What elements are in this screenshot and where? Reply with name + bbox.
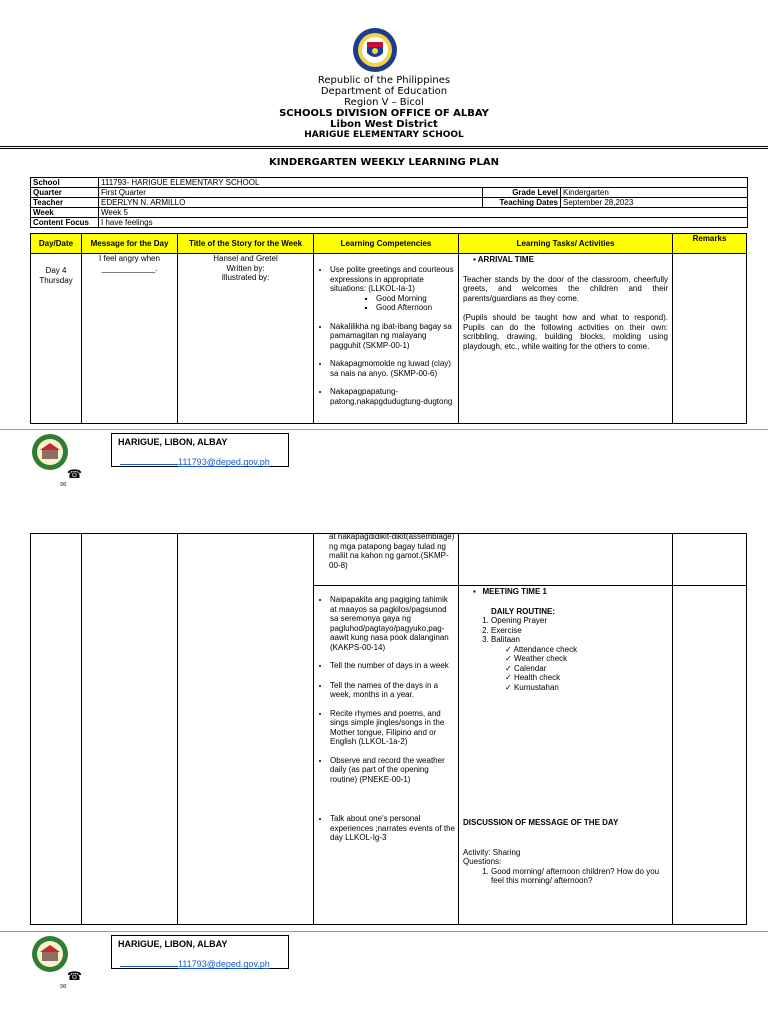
competency-item: • Talk about one's personal experiences ;narrates events of the day LLKOL-Ig-3 <box>330 814 455 843</box>
day-weekday: Thursday <box>39 275 73 285</box>
competency-item: • Tell the names of the days in a week, months in a year. <box>330 681 455 700</box>
story-illustrated-by: Illustrated by: <box>221 273 270 282</box>
footer-contact-box <box>111 935 289 969</box>
routine-check-item: ✓ Weather check <box>505 654 668 664</box>
tasks-cell-2 <box>458 585 673 925</box>
competency-item: • Nakalilikha ng ibat-ibang bagay sa pamamagitan ng malayang pagguhit (SKMP-00-1) <box>330 322 455 351</box>
day-number: Day 4 <box>45 266 67 275</box>
footer-address: HARIGUE, LIBON, ALBAY <box>118 939 228 949</box>
header-region: Region V – Bicol <box>344 97 424 108</box>
competency-item: • Observe and record the weather daily (as part of the opening routine) (PNEKE-00-1) <box>330 756 455 785</box>
message-cell-cont <box>81 533 178 925</box>
questions-label: Questions: <box>463 857 502 866</box>
school-label: School <box>31 178 99 188</box>
routine-item: 3. Balitaan <box>491 635 668 645</box>
routine-check-item: ✓ Health check <box>505 673 668 683</box>
grade-value: Kindergarten <box>561 188 748 198</box>
svg-text:☎: ☎ <box>67 969 82 983</box>
footer-email-link[interactable]: 111793@deped.gov.ph <box>120 959 270 969</box>
routine-item: 1. Opening Prayer <box>491 616 668 626</box>
story-cell <box>177 253 314 424</box>
tasks-cell <box>458 253 673 424</box>
competency-item: • Naipapakita ang pagiging tahimik at maayos sa pagkilos/pagsunod sa seremonya gaya ng pagluhod/pagtayo/pagyuko,pag-aawit kung nasa pook dalanginan (KAKPS-00-14) <box>330 595 455 652</box>
competency-item: • Use polite greetings and courteous expressions in appropriate situations: (LLKOL-Ia-1) ▪ Good Morning ▪ Good Afternoon <box>330 265 455 313</box>
dates-label: Teaching Dates <box>483 198 561 208</box>
message-line1: I feel angry when <box>99 254 160 263</box>
arrival-paragraph: Teacher stands by the door of the classroom, cheerfully greets, and welcomes the children and their parents/guardians as they come. <box>463 274 668 303</box>
story-title: Hansel and Gretel <box>213 254 278 263</box>
story-cell-cont <box>177 533 314 925</box>
discussion-heading: DISCUSSION OF MESSAGE OF THE DAY <box>463 818 619 827</box>
harigue-school-logo-icon <box>30 934 82 991</box>
routine-check-item: ✓ Kumustahan <box>505 683 668 693</box>
remarks-cont-top <box>672 533 747 586</box>
quarter-label: Quarter <box>31 188 99 198</box>
message-line2: ____________. <box>101 263 158 273</box>
competency-continued: at nakapagdidikit-dikit(assemblage) ng mga patapong bagay tulad ng maliit na kahon ng gamot.(SKMP-00-8) <box>329 532 455 570</box>
competency-item: • Nakapagmomolde ng luwad (clay) sa nais na anyo. (SKMP-00-6) <box>330 359 455 378</box>
routine-item: 2. Exercise <box>491 626 668 636</box>
routine-check-item: ✓ Calendar <box>505 664 668 674</box>
competencies-cell <box>313 253 459 424</box>
grade-label: Grade Level <box>483 188 561 198</box>
competency-subitem: ▪ Good Morning <box>376 294 455 304</box>
remarks-cell <box>672 253 747 424</box>
col-header-tasks: Learning Tasks/ Activities <box>458 233 673 254</box>
dates-value: September 28,2023 <box>561 198 748 208</box>
week-value: Week 5 <box>99 208 748 218</box>
arrival-time-heading: ▪ ARRIVAL TIME <box>473 255 534 264</box>
header-division: SCHOOLS DIVISION OFFICE OF ALBAY <box>279 108 489 119</box>
focus-label: Content Focus <box>31 218 99 228</box>
quarter-value: First Quarter <box>99 188 483 198</box>
pupils-paragraph: (Pupils should be taught how and what to respond). Pupils can do the following activities on their own: scribbling, drawing, building blocks, molding using playdough, etc., while waiting for the others to come. <box>463 313 668 351</box>
col-header-message: Message for the Day <box>81 233 178 254</box>
col-header-story: Title of the Story for the Week <box>177 233 314 254</box>
tasks-cont-top <box>458 533 673 586</box>
header-school: HARIGUE ELEMENTARY SCHOOL <box>304 130 464 140</box>
competency-item: • Recite rhymes and poems, and sings simple jingles/songs in the Mother tongue, Filipino and or English (LLKOL-1a-2) <box>330 709 455 747</box>
header-department: Department of Education <box>320 86 448 97</box>
teacher-label: Teacher <box>31 198 99 208</box>
day-cell-cont <box>30 533 82 925</box>
competency-item: • Nakapagpapatung-patong,nakapgdudugtung-dugtong <box>330 387 455 406</box>
svg-text:☎: ☎ <box>67 467 82 481</box>
focus-value: I have feelings <box>99 218 748 228</box>
question-item: 1. Good morning/ afternoon children? How do you feel this morning/ afternoon? <box>491 867 668 886</box>
day-cell <box>30 253 82 424</box>
competencies-cont-top <box>313 533 459 586</box>
week-label: Week <box>31 208 99 218</box>
svg-text:✉: ✉ <box>60 982 67 991</box>
daily-routine-heading: DAILY ROUTINE: <box>491 606 556 616</box>
activity-line: Activity: Sharing <box>463 847 521 857</box>
col-header-day: Day/Date <box>30 233 82 254</box>
teacher-value: EDERLYN N. ARMILLO <box>99 198 483 208</box>
footer-address: HARIGUE, LIBON, ALBAY <box>118 437 228 447</box>
meeting-time-heading: ▪ MEETING TIME 1 <box>473 587 547 596</box>
col-header-competencies: Learning Competencies <box>313 233 459 254</box>
competencies-cell-2 <box>313 585 459 925</box>
message-cell <box>81 253 178 424</box>
routine-check-item: ✓ Attendance check <box>505 645 668 655</box>
competency-item: • Tell the number of days in a week <box>330 661 455 671</box>
school-value: 111793- HARIGUE ELEMENTARY SCHOOL <box>99 178 748 188</box>
header-district: Libon West District <box>330 119 438 130</box>
remarks-cell-2 <box>672 585 747 925</box>
svg-text:✉: ✉ <box>60 480 67 489</box>
header-republic: Republic of the Philippines <box>317 75 451 86</box>
col-header-remarks: Remarks <box>672 233 747 254</box>
deped-seal-icon <box>352 27 398 73</box>
story-written-by: Written by: <box>226 263 265 273</box>
info-table <box>30 177 748 228</box>
competency-subitem: ▪ Good Afternoon <box>376 303 455 313</box>
footer-contact-box <box>111 433 289 467</box>
footer-email-link[interactable]: 111793@deped.gov.ph <box>120 457 270 467</box>
harigue-school-logo-icon <box>30 432 82 489</box>
page-title: KINDERGARTEN WEEKLY LEARNING PLAN <box>269 157 499 168</box>
